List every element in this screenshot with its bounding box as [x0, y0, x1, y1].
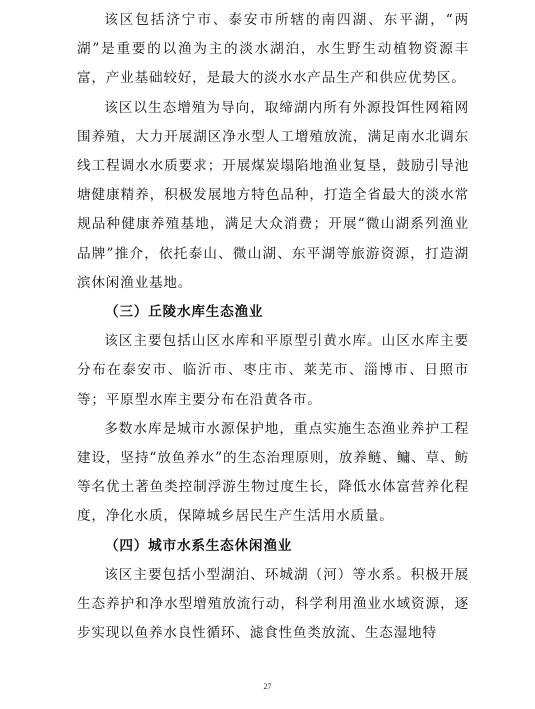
paragraph-urban-water-region: 该区主要包括小型湖泊、环城湖（河）等水系。积极开展生态养护和净水型增殖放流行动，科学利用渔业水域资源，逐步实现以鱼养水良性循环、滤食性鱼类放流、生态湿地特 — [77, 566, 469, 642]
paragraph-lakes-measures: 该区以生态增殖为导向，取缔湖内所有外源投饵性网箱网围养殖，大力开展湖区净水型人工增殖放流，满足南水北调东线工程调水水质要求；开展煤炭塌陷地渔业复垦，鼓励引导池塘健康精养，积极发展地方特色品种，打造全省最大的淡水常规品种健康养殖基地，满足大众消费；开展“微山湖系列渔业品牌”推介，依托泰山、微山湖、东平湖等旅游资源，打造湖滨休闲渔业基地。 — [77, 99, 469, 291]
paragraph-reservoir-region: 该区主要包括山区水库和平原型引黄水库。山区水库主要分布在泰安市、临沂市、枣庄市、莱芜市、淄博市、日照市等；平原型水库主要分布在沿黄各市。 — [77, 333, 469, 408]
page-number: 27 — [263, 682, 272, 691]
section-heading-reservoir-fishery: （三）丘陵水库生态渔业 — [105, 304, 264, 321]
paragraph-lakes-region: 该区包括济宁市、泰安市所辖的南四湖、东平湖，“两湖”是重要的以渔为主的淡水湖泊，水生野生动植物资源丰富，产业基础较好，是最大的淡水水产品生产和供应优势区。 — [77, 12, 469, 87]
page-body — [77, 6, 469, 648]
paragraph-reservoir-measures: 多数水库是城市水源保护地，重点实施生态渔业养护工程建设，坚持“放鱼养水”的生态治理原则，放养鲢、鳙、草、鲂等名优土著鱼类控制浮游生物过度生长，降低水体富营养化程度，净化水质，保障城乡居民生产生活用水质量。 — [77, 420, 469, 525]
section-heading-urban-water-fishery: （四）城市水系生态休闲渔业 — [105, 537, 293, 554]
